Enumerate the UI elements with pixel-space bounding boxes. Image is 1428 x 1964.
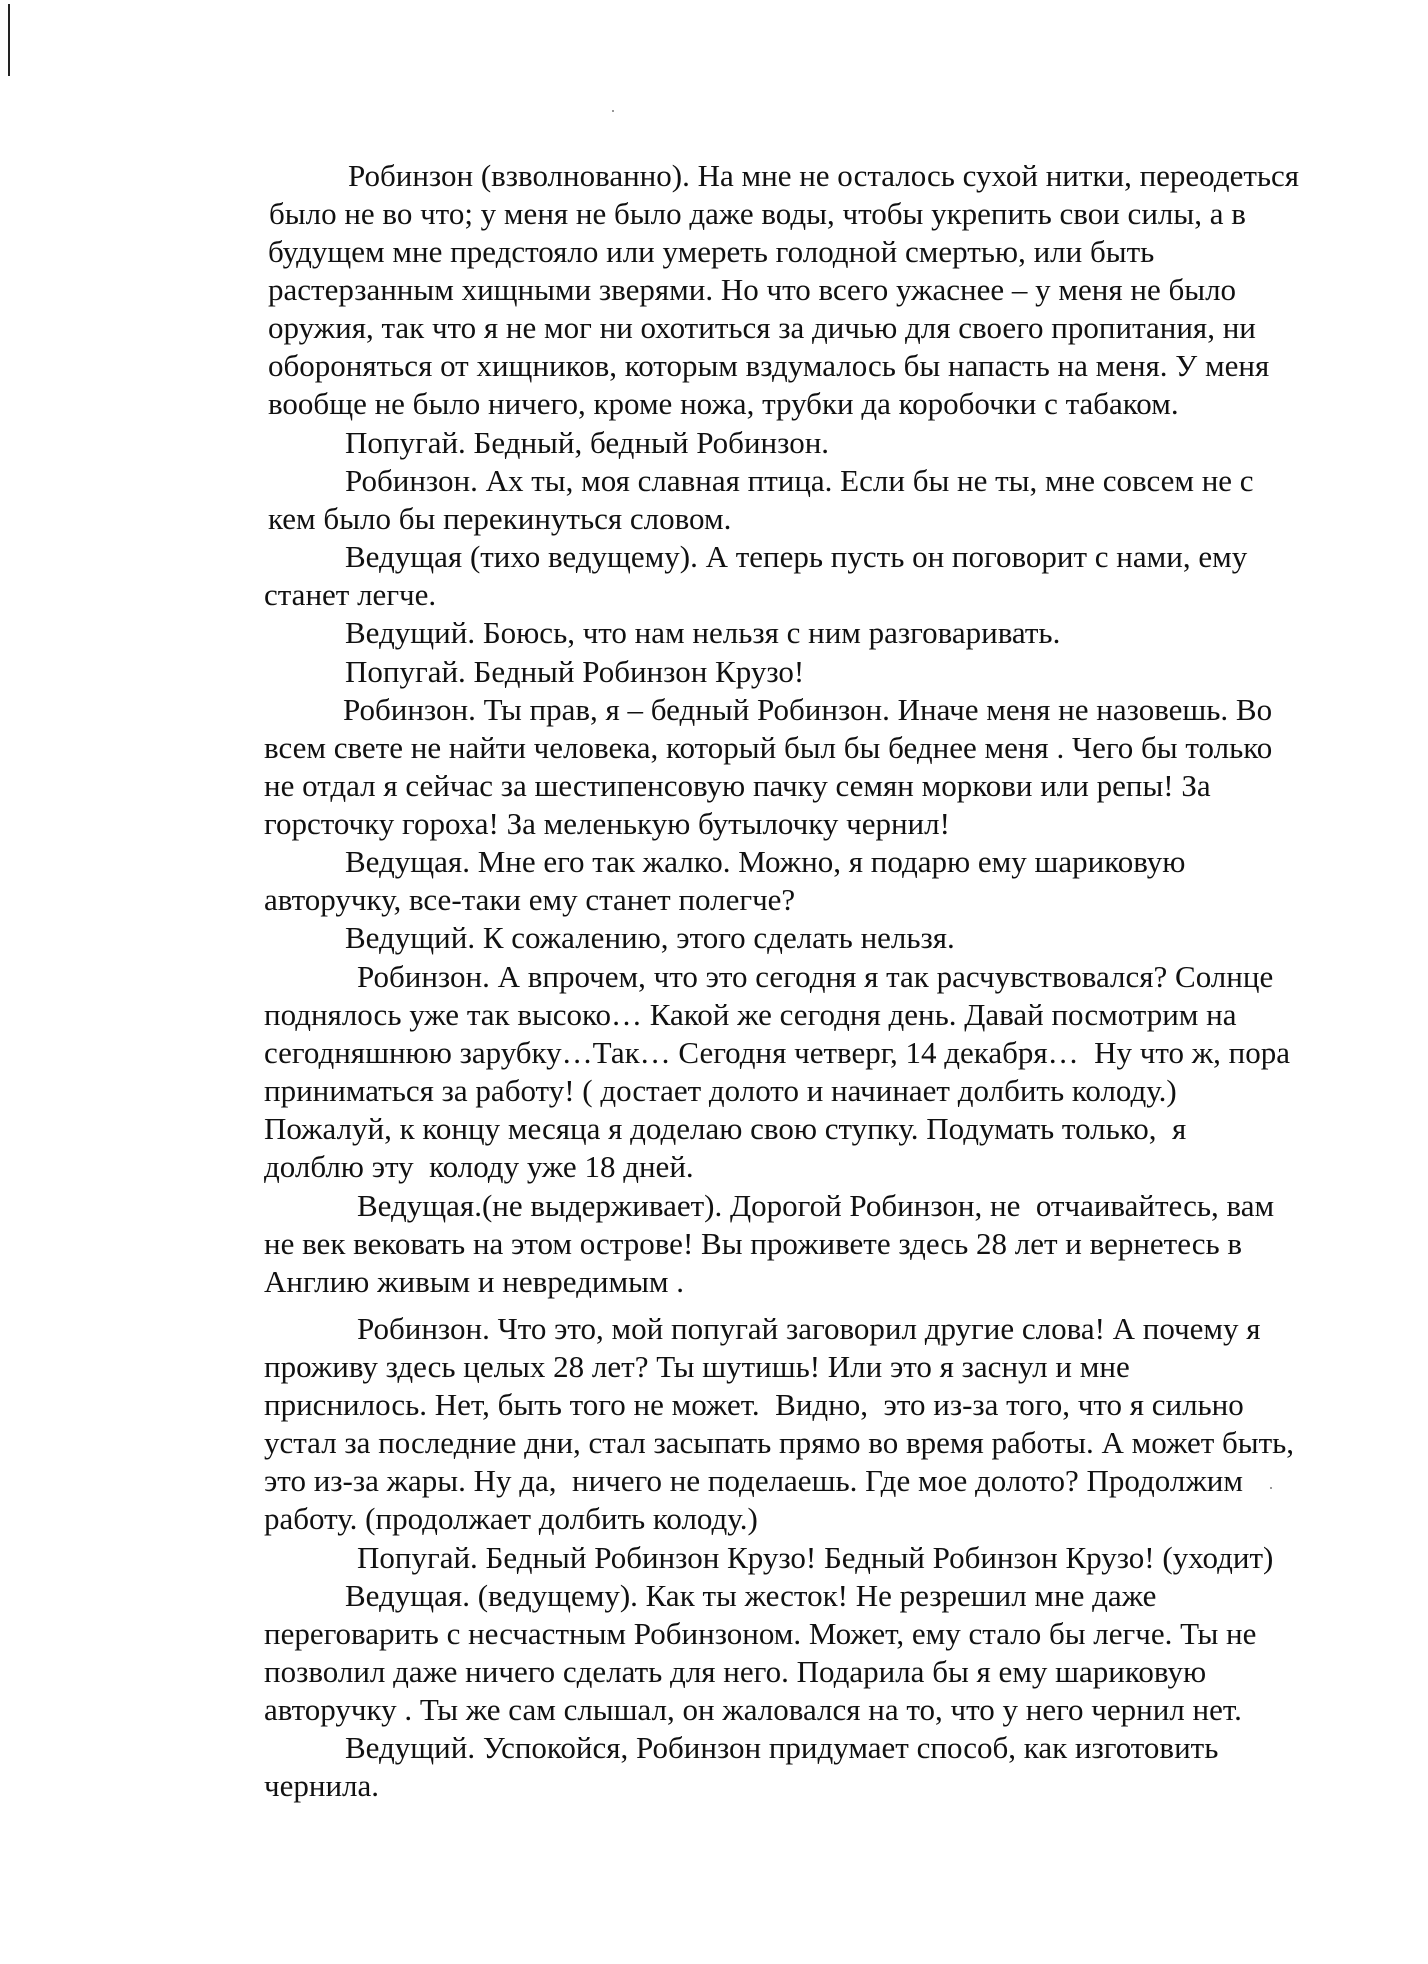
text-line: Ведущая (тихо ведущему). А теперь пусть он поговорит с нами, ему [345,539,1248,574]
text-line: Ведущая.(не выдерживает). Дорогой Робинзон, не отчаивайтесь, вам [357,1188,1275,1223]
text-line: вообще не было ничего, кроме ножа, трубки да коробочки с табаком. [268,386,1179,421]
text-line: Ведущая. Мне его так жалко. Можно, я подарю ему шариковую [345,844,1186,879]
text-line: позволил даже ничего сделать для него. Подарила бы я ему шариковую [264,1654,1207,1689]
scan-speck [1270,1487,1272,1489]
text-line: не век вековать на этом острове! Вы проживете здесь 28 лет и вернетесь в [264,1226,1243,1261]
text-line: приснилось. Нет, быть того не может. Видно, это из-за того, что я сильно [264,1387,1244,1422]
text-line: было не во что; у меня не было даже воды, чтобы укрепить свои силы, а в [269,196,1246,231]
text-line: Робинзон (взволнованно). На мне не осталось сухой нитки, переодеться [348,158,1300,193]
text-line: Попугай. Бедный, бедный Робинзон. [345,425,830,460]
text-line: кем было бы перекинуться словом. [268,501,732,536]
text-line: обороняться от хищников, которым вздумалось бы напасть на меня. У меня [268,348,1270,383]
text-line: Робинзон. Ты прав, я – бедный Робинзон. Иначе меня не назовешь. Во [343,692,1273,727]
text-line: авторучку, все-таки ему станет полегче? [264,882,796,917]
text-line: Ведущая. (ведущему). Как ты жесток! Не резрешил мне даже [345,1578,1157,1613]
text-line: всем свете не найти человека, который был бы беднее меня . Чего бы только [264,730,1273,765]
text-line: горсточку гороха! За меленькую бутылочку чернил! [264,806,950,841]
text-line: переговарить с несчастным Робинзоном. Может, ему стало бы легче. Ты не [264,1616,1257,1651]
text-line: приниматься за работу! ( достает долото и начинает долбить колоду.) [264,1073,1177,1108]
text-line: это из-за жары. Ну да, ничего не поделаешь. Где мое долото? Продолжим [264,1463,1243,1498]
text-line: работу. (продолжает долбить колоду.) [264,1501,758,1536]
text-line: Попугай. Бедный Робинзон Крузо! [345,654,805,689]
text-line: сегодняшнюю зарубку…Так… Сегодня четверг, 14 декабря… Ну что ж, пора [264,1035,1291,1070]
text-line: Попугай. Бедный Робинзон Крузо! Бедный Робинзон Крузо! (уходит) [357,1540,1274,1575]
text-line: не отдал я сейчас за шестипенсовую пачку семян моркови или репы! За [264,768,1211,803]
text-line: Англию живым и невредимым . [264,1264,685,1299]
text-line: устал за последние дни, стал засыпать прямо во время работы. А может быть, [264,1425,1295,1460]
text-line: Ведущий. Успокойся, Робинзон придумает способ, как изготовить [345,1730,1219,1765]
text-line: Робинзон. Ах ты, моя славная птица. Если бы не ты, мне совсем не с [345,463,1254,498]
text-line: авторучку . Ты же сам слышал, он жаловался на то, что у него чернил нет. [264,1692,1242,1727]
text-line: чернила. [264,1768,380,1803]
text-line: Ведущий. Боюсь, что нам нельзя с ним разговаривать. [345,615,1061,650]
text-line: оружия, так что я не мог ни охотиться за дичью для своего пропитания, ни [268,310,1256,345]
text-line: Робинзон. А впрочем, что это сегодня я так расчувствовался? Солнце [357,959,1274,994]
scan-edge-mark [8,4,10,76]
scan-speck [612,110,614,112]
text-line: долблю эту колоду уже 18 дней. [264,1149,694,1184]
text-line: станет легче. [264,577,437,612]
text-line: растерзанным хищными зверями. Но что всего ужаснее – у меня не было [268,272,1237,307]
text-line: Пожалуй, к концу месяца я доделаю свою ступку. Подумать только, я [264,1111,1187,1146]
text-line: поднялось уже так высоко… Какой же сегодня день. Давай посмотрим на [264,997,1237,1032]
text-line: Ведущий. К сожалению, этого сделать нельзя. [345,920,955,955]
text-line: будущем мне предстояло или умереть голодной смертью, или быть [268,234,1155,269]
text-line: Робинзон. Что это, мой попугай заговорил другие слова! А почему я [357,1311,1261,1346]
text-line: проживу здесь целых 28 лет? Ты шутишь! Или это я заснул и мне [264,1349,1130,1384]
